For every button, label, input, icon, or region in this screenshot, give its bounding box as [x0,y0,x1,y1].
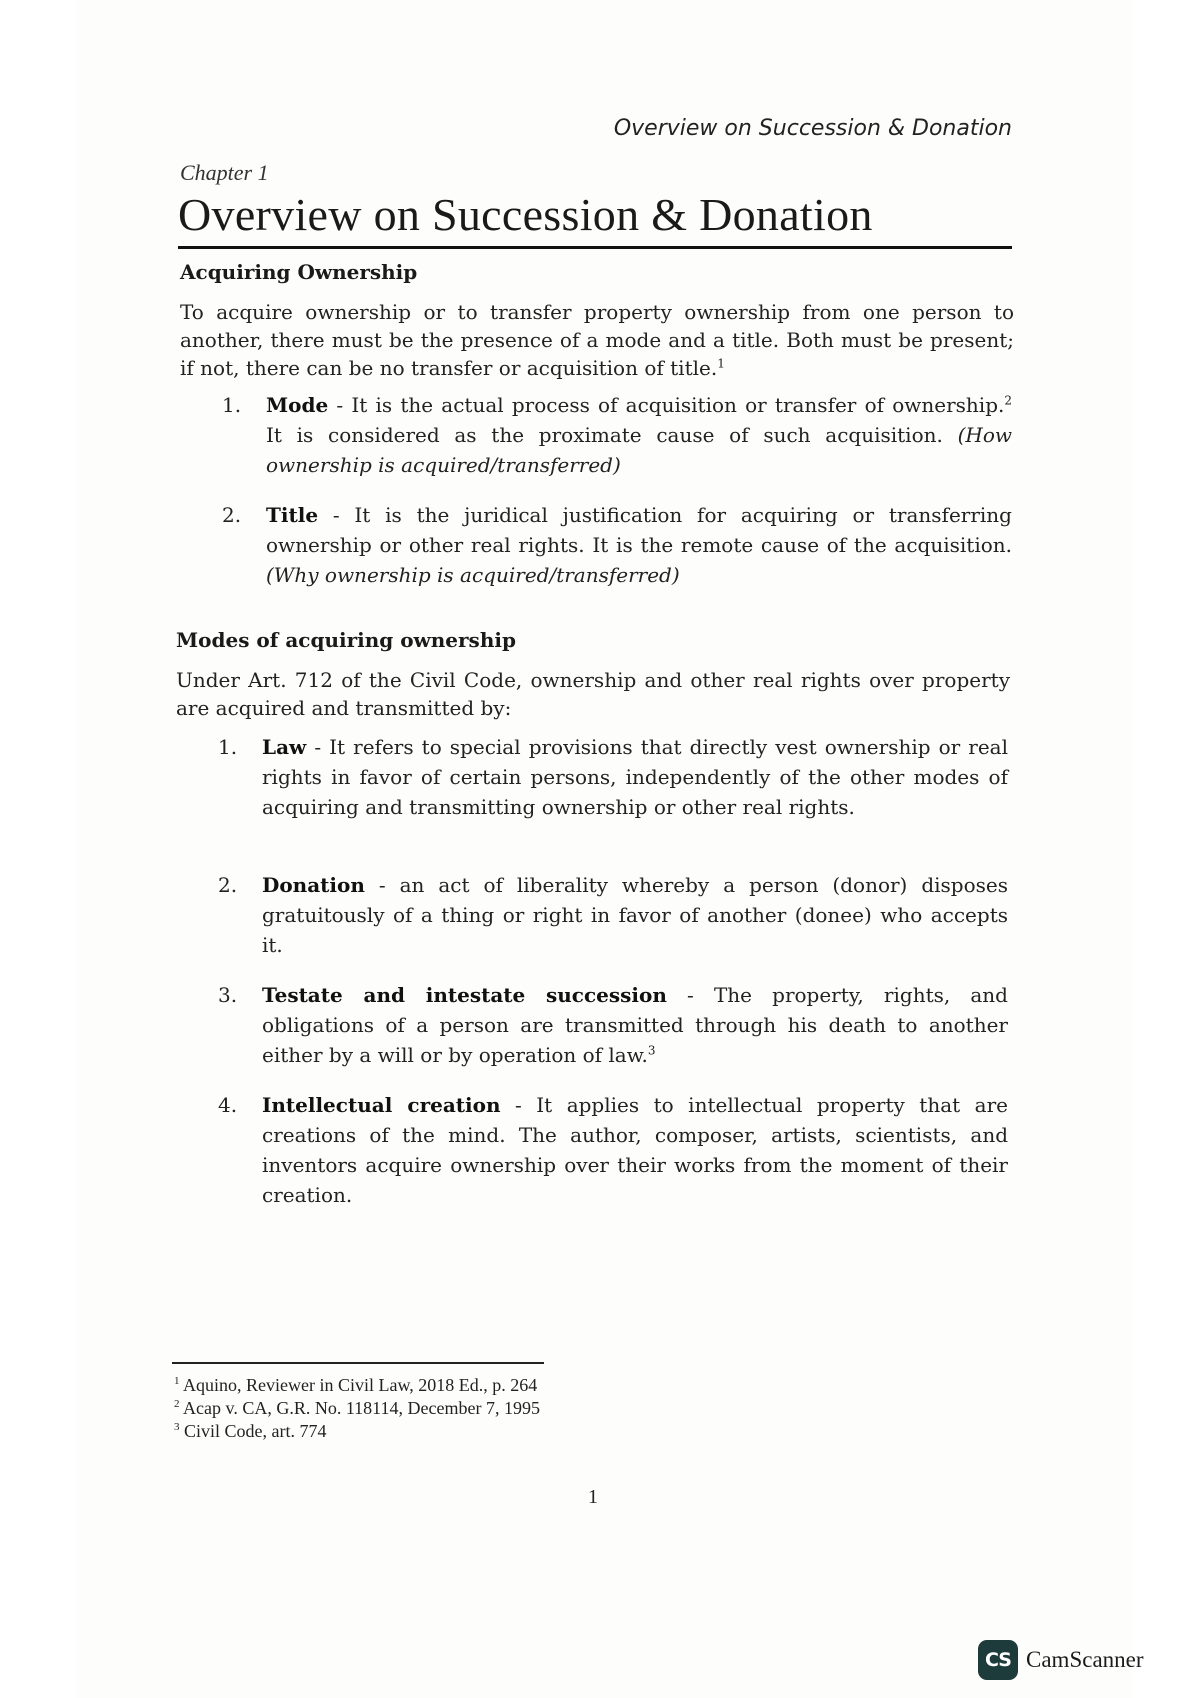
list-item-law [174,732,1008,822]
item-term: Intellectual creation [262,1093,501,1117]
list-item-succession [174,980,1008,1070]
item-body [266,500,1012,590]
item-text: The property, rights, and obligations of a person are transmitted through his death to another either by a will or by operation of law. [262,983,1008,1067]
item-text: an act of liberality whereby a person (donor) disposes gratuitously of a thing or right in favor of another (donee) who accepts it. [262,873,1008,957]
item-term: Testate and intestate succession [262,983,667,1007]
item-separator: - [306,735,330,759]
footnote-text: Aquino, Reviewer in Civil Law, 2018 Ed., p. 264 [183,1375,538,1395]
item-separator: - [666,983,714,1007]
running-header: Overview on Succession & Donation [613,116,1012,141]
item-text: It is the actual process of acquisition or transfer of ownership. [351,393,1005,417]
chapter-label: Chapter 1 [180,160,269,185]
footnote-ref: 1 [717,356,725,371]
item-number: 2. [222,503,242,527]
list-item-intellectual-creation [174,1090,1008,1210]
footnote-number: 2 [174,1398,180,1410]
item-separator: - [318,503,355,527]
item-separator: - [328,393,352,417]
list-item-title [178,500,1012,590]
acquiring-ownership-intro [180,298,1014,382]
camscanner-logo-icon: CS [978,1640,1018,1680]
footnote-text: Civil Code, art. 774 [184,1421,327,1441]
footnote-number: 1 [174,1375,180,1387]
item-body [262,1090,1008,1210]
item-note: (How ownership is acquired/transferred) [266,423,1012,477]
footnote [174,1420,540,1443]
item-number: 2. [218,873,238,897]
footnotes [174,1374,540,1443]
item-term: Title [266,503,319,527]
item-body [262,732,1008,822]
item-note: (Why ownership is acquired/transferred) [266,563,680,587]
item-separator: - [364,873,400,897]
item-number: 4. [218,1093,238,1117]
intro-text: To acquire ownership or to transfer property ownership from one person to another, there must be the presence of a mode and a title. Both must be present; if not, there can be no transfer or acquisition of title. [180,300,1014,380]
modes-intro: Under Art. 712 of the Civil Code, ownership and other real rights over property are acquired and transmitted by: [176,668,1010,720]
item-text: It refers to special provisions that directly vest ownership or real rights in favor of certain persons, independently of the other modes of acquiring and transmitting ownership or other real rights. [262,735,1008,819]
document-page [76,0,1132,1698]
item-term: Mode [266,393,329,417]
item-number: 1. [218,735,238,759]
footnote-ref: 3 [647,1043,656,1058]
section-heading-acquiring-ownership: Acquiring Ownership [180,260,418,284]
list-item-donation [174,870,1008,960]
page-number: 1 [588,1486,598,1508]
chapter-title: Overview on Succession & Donation [178,189,873,240]
footnote [174,1374,540,1397]
item-number: 3. [218,983,238,1007]
section-heading-modes: Modes of acquiring ownership [176,628,516,652]
item-separator: - [500,1093,537,1117]
item-text: It is considered as the proximate cause of such acquisition. [266,423,958,447]
camscanner-label: CamScanner [1026,1647,1144,1672]
footnote-number: 3 [174,1421,180,1433]
item-text: It is the juridical justification for acquiring or transferring ownership or other real rights. It is the remote cause of the acquisition. [266,503,1012,557]
item-text: It applies to intellectual property that are creations of the mind. The author, composer, artists, scientists, and inventors acquire ownership over their works from the moment of their creation. [262,1093,1008,1207]
item-term: Law [262,735,307,759]
camscanner-watermark [978,1638,1144,1682]
footnote-ref: 2 [1004,393,1012,408]
item-body [262,980,1008,1070]
list-item-mode [178,390,1012,480]
title-rule [178,246,1012,249]
footnote [174,1397,540,1420]
item-number: 1. [222,393,242,417]
footnote-text: Acap v. CA, G.R. No. 118114, December 7, 1995 [183,1398,540,1418]
item-term: Donation [262,873,365,897]
item-body [262,870,1008,960]
item-body [266,390,1012,480]
footnote-rule [172,1362,544,1364]
